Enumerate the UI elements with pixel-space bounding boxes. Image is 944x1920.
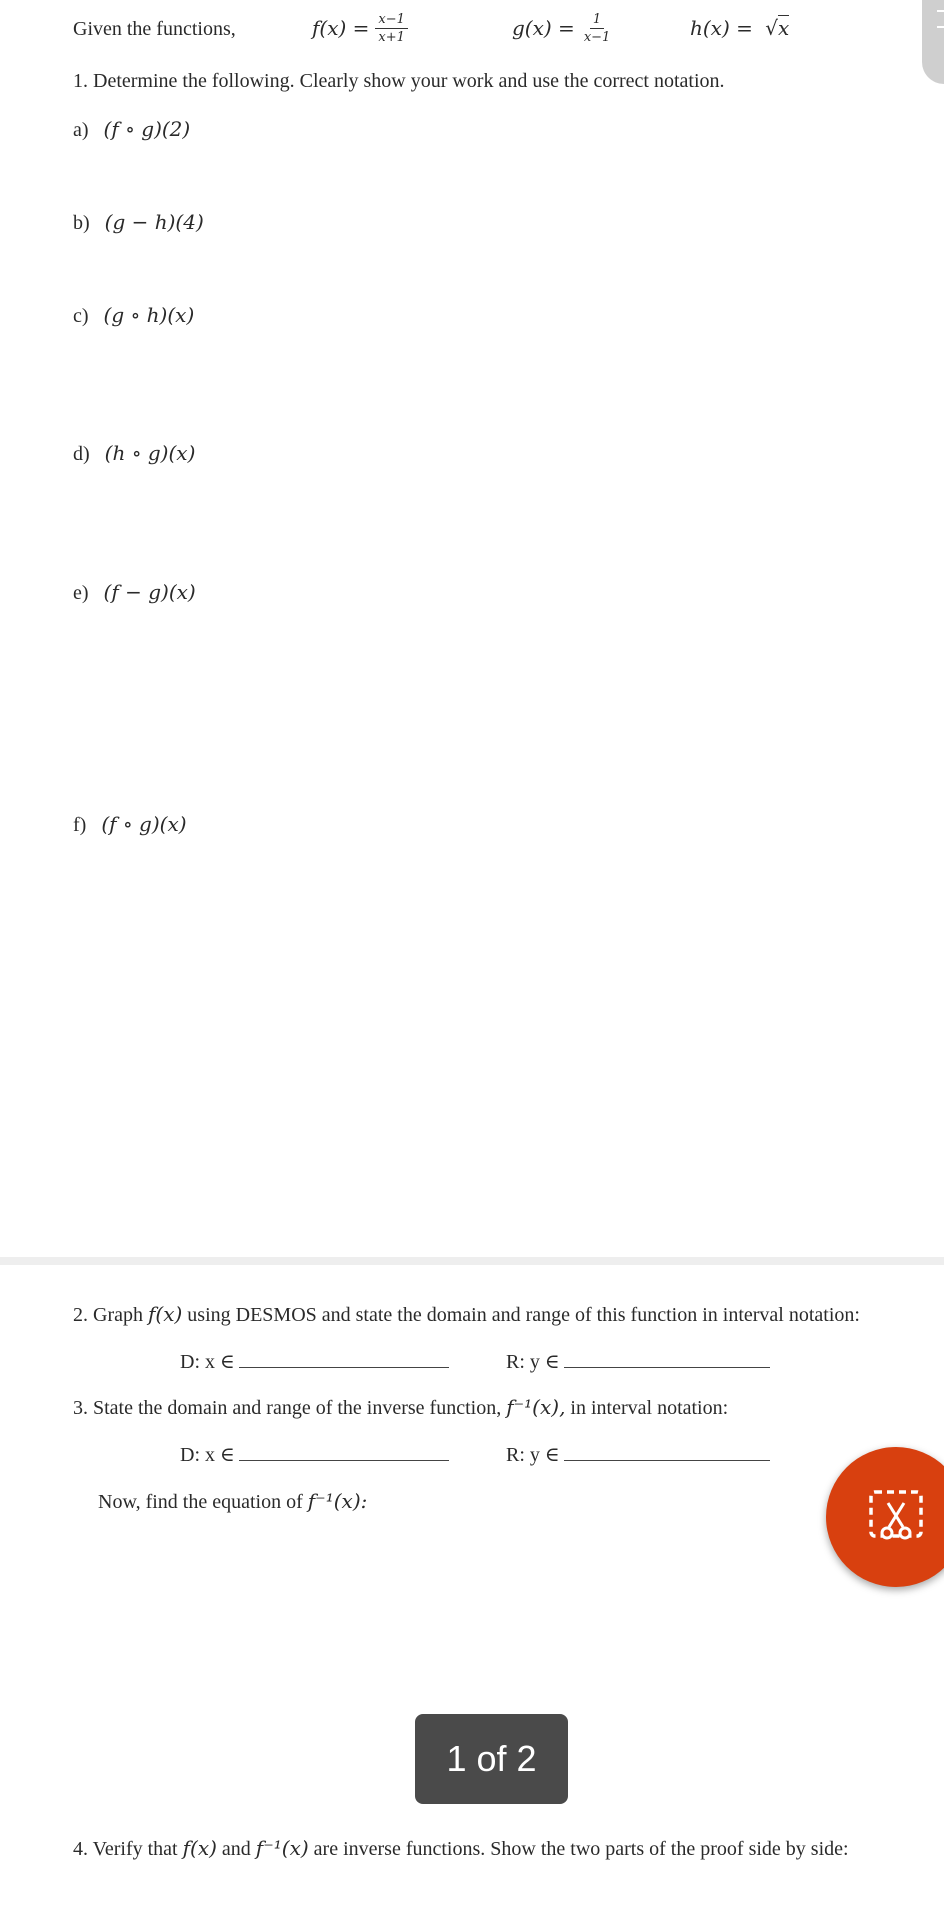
domain-blank[interactable] [239,1442,449,1461]
g-denominator: x−1 [583,29,611,45]
h-lhs: h(x) = [690,16,753,40]
part-expression: (f ∘ g)(2) [103,117,191,141]
q1-prompt: 1. Determine the following. Clearly show your work and use the correct notation. [73,70,725,92]
part-label: c) [73,305,89,327]
q1-part-e [73,580,196,605]
q4-prompt-end: are inverse functions. Show the two parts of the proof side by side: [313,1838,849,1860]
q3-function: f⁻¹(x), [506,1395,566,1419]
q1-part-a [73,117,190,142]
range-blank[interactable] [564,1349,770,1368]
now-find-text: Now, find the equation of [98,1491,303,1513]
part-expression: (f ∘ g)(x) [101,812,187,836]
part-label: d) [73,443,90,465]
domain-label: D: x ∈ [180,1444,235,1466]
part-label: b) [73,212,90,234]
part-label: f) [73,814,87,836]
q2-prompt-start: 2. Graph [73,1304,143,1326]
h-definition [690,16,789,40]
part-label: a) [73,119,89,141]
snip-fab-button[interactable] [826,1447,944,1587]
q3-prompt-end: in interval notation: [570,1397,729,1419]
page-indicator: 1 of 2 [415,1714,568,1804]
q1-part-c [73,303,194,328]
q3-range [506,1442,770,1467]
h-argument: x [778,16,790,40]
q2-prompt-end: using DESMOS and state the domain and range of this function in interval notation: [187,1304,860,1326]
q3-prompt [73,1395,728,1420]
q1-part-f [73,812,187,837]
q3-domain [180,1442,449,1467]
f-numerator: x−1 [375,13,408,29]
q3-now-find [98,1489,367,1514]
range-blank[interactable] [564,1442,770,1461]
q4-and: and [221,1838,251,1860]
given-text: Given the functions, [73,18,236,40]
g-numerator: 1 [590,13,604,29]
domain-blank[interactable] [239,1349,449,1368]
inverse-function: f⁻¹(x): [307,1489,368,1513]
scissors-snip-icon [866,1487,926,1547]
f-lhs: f(x) = [312,16,370,40]
q2-domain [180,1349,449,1374]
q2-prompt [73,1302,860,1327]
q1-part-d [73,441,195,466]
page-separator [0,1257,944,1265]
domain-label: D: x ∈ [180,1351,235,1373]
q1-part-b [73,210,204,235]
part-expression: (g − h)(4) [104,210,204,234]
f-fraction [375,13,408,44]
q4-inverse: f⁻¹(x) [255,1836,309,1860]
q2-function: f(x) [147,1302,183,1326]
part-expression: (f − g)(x) [103,580,196,604]
g-definition [512,8,613,48]
f-definition [312,8,408,48]
q2-range [506,1349,770,1374]
sqrt-symbol: √ [765,16,778,40]
part-expression: (h ∘ g)(x) [104,441,196,465]
part-label: e) [73,582,89,604]
g-lhs: g(x) = [512,16,575,40]
g-fraction [581,13,614,44]
f-denominator: x+1 [378,29,405,45]
q4-prompt-start: 4. Verify that [73,1838,178,1860]
q3-prompt-start: 3. State the domain and range of the inverse function, [73,1397,502,1419]
range-label: R: y ∈ [506,1444,560,1466]
q4-prompt [73,1836,849,1861]
drag-handle-icon[interactable] [922,0,944,84]
range-label: R: y ∈ [506,1351,560,1373]
q4-function: f(x) [182,1836,217,1860]
part-expression: (g ∘ h)(x) [103,303,195,327]
